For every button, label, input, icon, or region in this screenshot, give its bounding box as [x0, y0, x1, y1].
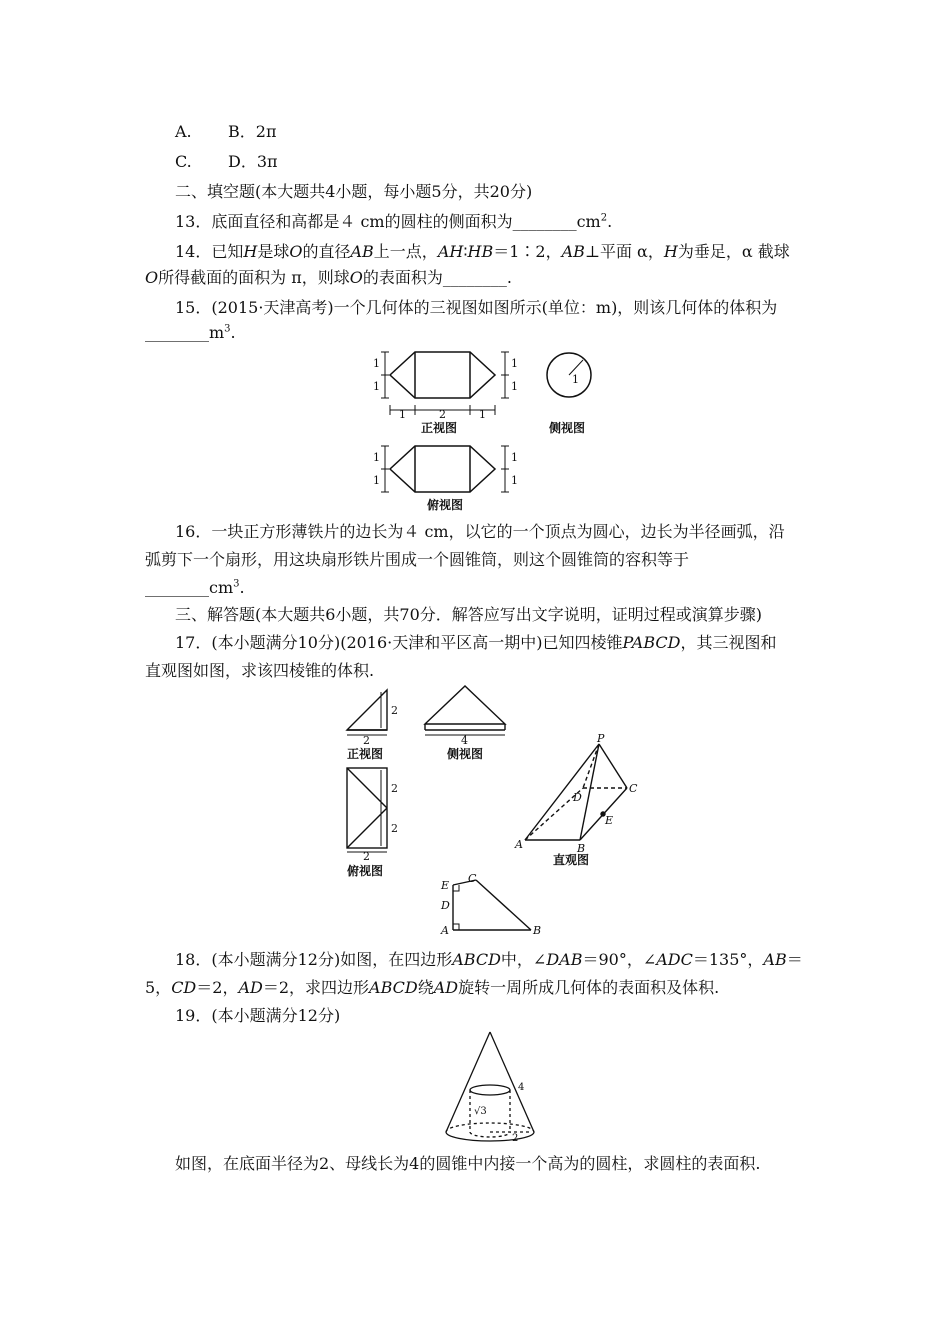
option-a: A. — [175, 122, 192, 141]
front-view-caption: 正视图 — [421, 421, 458, 435]
dim-label: 2 — [363, 734, 370, 747]
side-view-caption: 侧视图 — [549, 421, 586, 435]
side-view-caption: 侧视图 — [447, 747, 484, 761]
cone-right-edge — [490, 1032, 534, 1132]
dim-label: 2 — [391, 782, 398, 795]
question-16-line-2: 弧剪下一个扇形，用这块扇形铁片围成一个圆锥筒，则这个圆锥筒的容积等于 — [145, 550, 690, 569]
point-label-c: C — [629, 782, 638, 795]
point-label-e: E — [605, 814, 614, 827]
question-19-text: 如图，在底面半径为2、母线长为4的圆锥中内接一个高为的圆柱，求圆柱的表面积. — [175, 1154, 761, 1173]
dim-label: 1 — [399, 408, 406, 421]
top-view-shape — [390, 446, 495, 492]
dim-label: 1 — [479, 408, 486, 421]
dim-label: 2 — [439, 408, 446, 421]
three-view-figure-17 — [335, 682, 655, 937]
dim-label: 1 — [373, 451, 380, 464]
cylinder-top — [470, 1085, 510, 1095]
cone-left-edge — [446, 1032, 490, 1132]
question-14-line-2: O所得截面的面积为 π，则球O的表面积为________. — [145, 268, 512, 287]
top-view-caption: 俯视图 — [347, 864, 384, 878]
perspective-caption: 直观图 — [553, 853, 590, 867]
question-16-line-1: 16．一块正方形薄铁片的边长为４ cm，以它的一个顶点为圆心，边长为半径画弧，沿 — [175, 522, 785, 541]
dim-label: 1 — [511, 451, 518, 464]
slant-label: 4 — [518, 1082, 525, 1093]
point-label-e2: E — [441, 879, 450, 892]
point-label-c2: C — [468, 872, 477, 885]
dim-label: 2 — [391, 822, 398, 835]
point-label-p: P — [597, 732, 605, 745]
radius-label: 1 — [572, 373, 579, 386]
question-15-line-2: $\_\_\_\_\_\_\_\_m^3$. — [145, 323, 236, 342]
option-b: B．2π — [228, 122, 277, 141]
point-label-b: B — [577, 842, 586, 855]
front-view-shape — [390, 352, 495, 398]
point-label-a: A — [515, 838, 523, 851]
point-label-d2: D — [441, 899, 450, 912]
front-view-caption: 正视图 — [347, 747, 384, 761]
question-19-heading: 19．(本小题满分12分) — [175, 1006, 341, 1025]
question-17-line-1: 17．(本小题满分10分)(2016·天津和平区高一期中)已知四棱锥PABCD，其三视图和 — [175, 633, 777, 652]
point-label-b2: B — [533, 924, 542, 937]
cone-cylinder-figure — [440, 1028, 540, 1144]
option-d: D．3π — [228, 152, 278, 171]
top-view-dimension-lines — [381, 446, 509, 492]
section-3-heading: 三、解答题(本大题共6小题，共70分．解答应写出文字说明，证明过程或演算步骤) — [175, 605, 763, 624]
side-view-triangle — [425, 686, 505, 724]
question-14-line-1: 14．已知H是球O的直径AB上一点，AH∶HB＝1∶2，AB⊥平面 α，H为垂足，α 截球 — [175, 242, 790, 261]
question-18-line-2: 5，CD＝2，AD＝2，求四边形ABCD绕AD旋转一周所成几何体的表面积及体积. — [145, 978, 720, 997]
question-17-line-2: 直观图如图，求该四棱锥的体积. — [145, 661, 375, 680]
dim-label: 4 — [461, 734, 468, 747]
question-16-line-3: $\_\_\_\_\_\_\_\_cm^3$. — [145, 578, 245, 597]
section-2-heading: 二、填空题(本大题共4小题，每小题5分，共20分) — [175, 182, 533, 201]
dim-label: 1 — [511, 380, 518, 393]
question-13: 13．底面直径和高都是４ cm的圆柱的侧面积为$\_\_\_\_\_\_\_\_cm^2$. — [175, 212, 613, 231]
cylinder-height-label: √3 — [474, 1106, 487, 1117]
quadrilateral-abcd — [453, 880, 531, 930]
question-18-line-1: 18．(本小题满分12分)如图，在四边形ABCD中，∠DAB＝90°，∠ADC＝135°，AB＝ — [175, 950, 803, 969]
three-view-figure-15 — [375, 340, 615, 512]
radius-label: 2 — [512, 1133, 519, 1144]
dim-label: 1 — [373, 357, 380, 370]
dim-label: 1 — [373, 380, 380, 393]
dim-label: 2 — [363, 850, 370, 863]
dim-label: 1 — [511, 474, 518, 487]
cone-base-back — [446, 1123, 534, 1132]
question-15-line-1: 15．(2015·天津高考)一个几何体的三视图如图所示(单位：m)，则该几何体的体积为 — [175, 298, 778, 317]
point-label-a2: A — [441, 924, 449, 937]
dim-label: 1 — [373, 474, 380, 487]
top-view-caption: 俯视图 — [427, 498, 464, 512]
point-label-d: D — [573, 791, 582, 804]
option-c: C. — [175, 152, 192, 171]
cone-base-front — [446, 1132, 534, 1141]
dim-label: 1 — [511, 357, 518, 370]
dim-label: 2 — [391, 704, 398, 717]
